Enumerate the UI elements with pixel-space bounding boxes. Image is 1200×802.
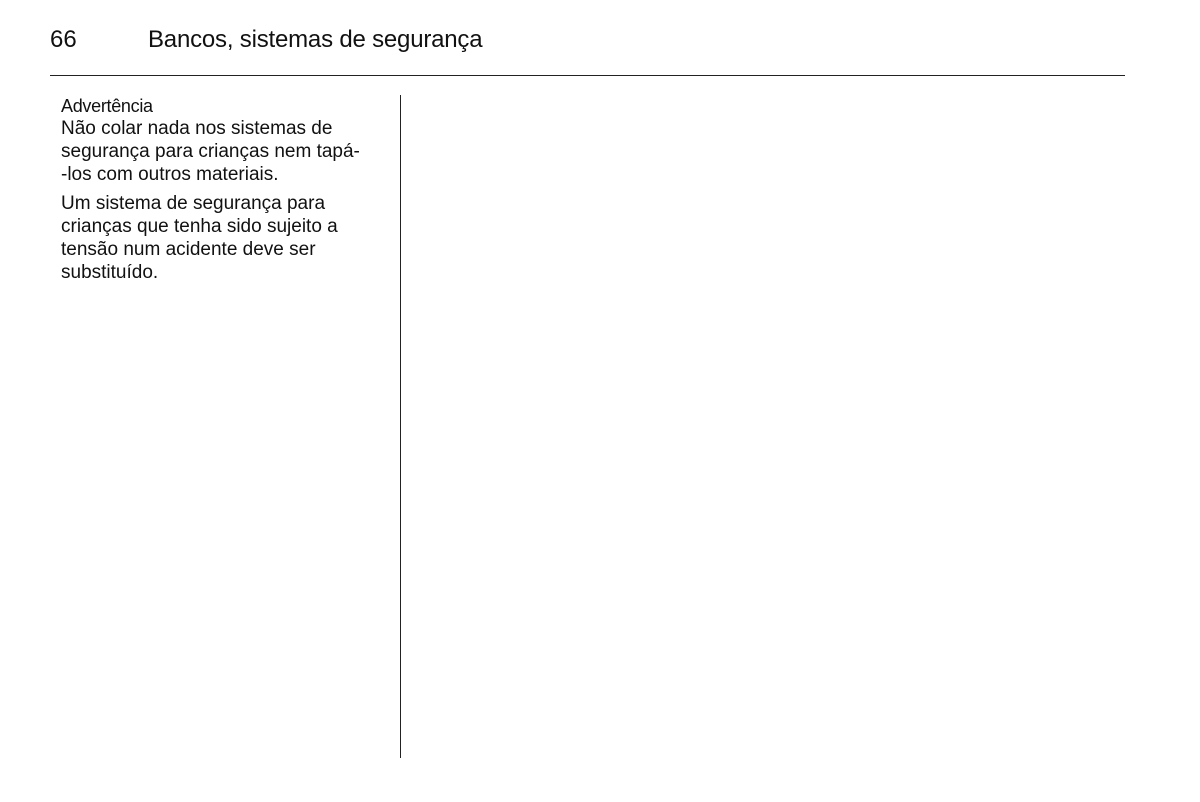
warning-text-line: Um sistema de segurança para xyxy=(61,193,326,214)
warning-sidebar-rule xyxy=(400,95,401,758)
warning-text-line: Não colar nada nos sistemas de xyxy=(61,118,333,139)
page-title: Bancos, sistemas de segurança xyxy=(148,26,483,53)
header-divider xyxy=(50,75,1125,76)
warning-text-line: substituído. xyxy=(61,262,159,283)
warning-heading: Advertência xyxy=(61,96,153,116)
warning-paragraph xyxy=(61,192,391,284)
warning-box xyxy=(61,96,391,284)
warning-text-line: segurança para crianças nem tapá- xyxy=(61,141,360,162)
warning-paragraph xyxy=(61,117,391,186)
warning-text-line: crianças que tenha sido sujeito a xyxy=(61,216,338,237)
page-number: 66 xyxy=(50,26,77,53)
warning-text-line: tensão num acidente deve ser xyxy=(61,239,316,260)
warning-text-line: -los com outros materiais. xyxy=(61,164,279,185)
